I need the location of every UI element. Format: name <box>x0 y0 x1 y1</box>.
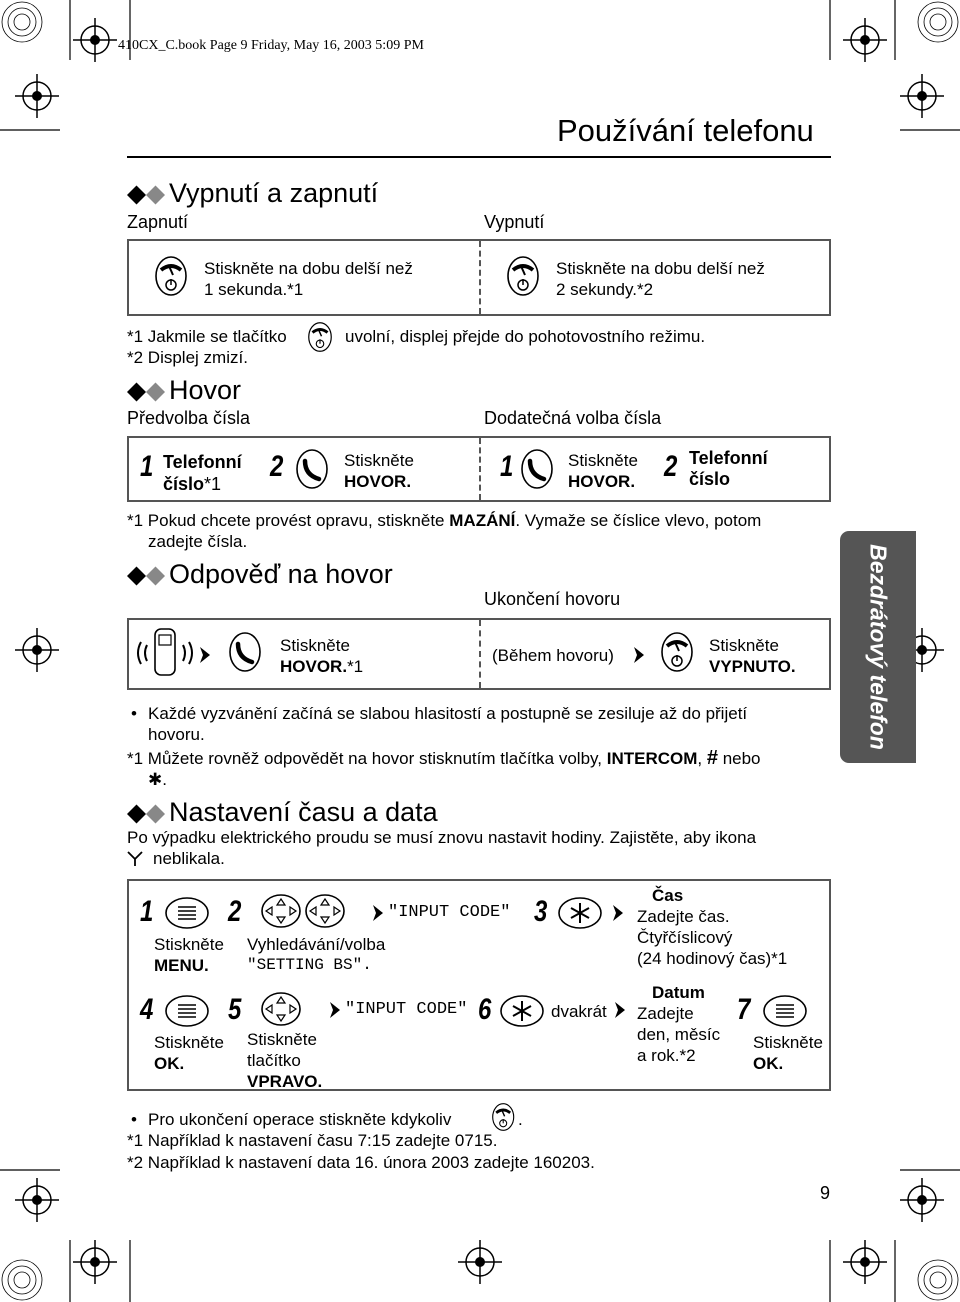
footnote-1: *1 Například k nastavení času 7:15 zadejte 0715. <box>127 1131 498 1150</box>
step-number: 2 <box>270 450 284 483</box>
arrow-icon <box>613 905 625 923</box>
press-ok-text: Stiskněte OK. <box>753 1033 823 1073</box>
time-heading: Čas <box>652 886 684 905</box>
print-header: 410CX_C.book Page 9 Friday, May 16, 2003 5:09 PM <box>118 38 424 53</box>
date-instructions: Zadejte den, měsíc a rok.*2 <box>637 1004 721 1065</box>
press-right-text: Stiskněte tlačítko VPRAVO. <box>247 1030 323 1091</box>
step-number: 2 <box>664 450 678 483</box>
step-phone-number: Telefonní číslo*1 <box>163 452 242 494</box>
arrow-icon <box>373 905 385 923</box>
ok-button-icon <box>763 995 809 1029</box>
step-number: 7 <box>737 993 751 1026</box>
diamond-bullet-icon <box>127 804 165 824</box>
call-note: *1 Pokud chcete provést opravu, stiskněte MAZÁNÍ. Vymaže se číslice vlevo, potom <box>127 511 762 530</box>
power-note-2: *2 Displej zmizí. <box>127 348 248 367</box>
press-talk-text: Stiskněte HOVOR.*1 <box>280 636 364 676</box>
bullet-dot: • <box>131 704 137 723</box>
power-button-icon <box>155 256 189 298</box>
section-answer-title: Odpověď na hovor <box>127 559 393 590</box>
call-divider <box>479 438 481 500</box>
power-off-text: Stiskněte na dobu delší než 2 sekundy.*2 <box>556 259 765 299</box>
time-intro: Po výpadku elektrického proudu se musí znovu nastavit hodiny. Zajistěte, aby ikona <box>127 828 757 847</box>
section-time-title: Nastavení času a data <box>127 797 438 828</box>
ok-button-icon <box>165 995 211 1029</box>
navigator-key-icon <box>261 992 301 1028</box>
arrow-icon <box>634 647 646 665</box>
diamond-bullet-icon <box>127 185 165 205</box>
step-number: 4 <box>140 993 154 1026</box>
diamond-bullet-icon <box>127 382 165 402</box>
power-divider <box>479 241 481 314</box>
side-tab-label: Bezdrátový telefon <box>865 544 892 750</box>
section-power-title: Vypnutí a zapnutí <box>127 178 378 209</box>
input-code-text: "INPUT CODE" <box>388 903 511 922</box>
arrow-icon <box>330 1002 342 1020</box>
time-intro-cont: neblikala. <box>153 849 225 868</box>
antenna-icon <box>127 850 143 866</box>
step-number: 3 <box>534 895 548 928</box>
step-phone-number: Telefonní číslo <box>689 448 768 489</box>
press-ok-text: Stiskněte OK. <box>154 1033 224 1073</box>
side-tab <box>840 531 916 763</box>
pre-dial-label: Předvolba čísla <box>127 408 251 428</box>
talk-button-icon <box>229 632 263 674</box>
step-number: 1 <box>140 895 154 928</box>
navigator-key-icon <box>305 894 345 930</box>
end-call-label: Ukončení hovoru <box>484 589 621 609</box>
power-button-icon <box>308 322 334 354</box>
section-call-title: Hovor <box>127 375 241 406</box>
press-menu-text: Stiskněte MENU. <box>154 935 224 975</box>
star-key-icon: ✱ <box>148 770 163 789</box>
menu-button-icon <box>165 897 211 931</box>
call-note-cont: zadejte čísla. <box>148 532 248 551</box>
diamond-bullet-icon <box>127 566 165 586</box>
search-select-text: Vyhledávání/volba "SETTING BS". <box>247 935 386 974</box>
bullet-dot: • <box>131 1110 137 1129</box>
twice-text: dvakrát <box>551 1002 607 1021</box>
power-button-icon <box>492 1103 516 1132</box>
hash-key-icon: # <box>706 747 718 769</box>
power-on-text: Stiskněte na dobu delší než 1 sekunda.*1 <box>204 259 413 299</box>
star-button-icon <box>558 897 604 931</box>
step-number: 5 <box>228 993 242 1026</box>
post-dial-label: Dodatečná volba čísla <box>484 408 662 428</box>
during-call-text: (Během hovoru) <box>492 646 614 665</box>
talk-button-icon <box>296 449 330 491</box>
answer-note-cont: ✱. <box>148 770 167 789</box>
press-off-text: Stiskněte VYPNUTO. <box>709 636 796 676</box>
step-number: 1 <box>500 450 514 483</box>
end-operation-bullet: Pro ukončení operace stiskněte kdykoliv <box>148 1110 452 1129</box>
page-title: Používání telefonu <box>557 113 814 148</box>
press-talk-text: Stiskněte HOVOR. <box>344 451 414 491</box>
footnote-2: *2 Například k nastavení data 16. února 2003 zadejte 160203. <box>127 1153 595 1172</box>
step-number: 2 <box>228 895 242 928</box>
answer-bullet: Každé vyzvánění začíná se slabou hlasitostí a postupně se zesiluje až do přijetí hovoru. <box>148 704 748 744</box>
talk-button-icon <box>521 449 555 491</box>
answer-note: *1 Můžete rovněž odpovědět na hovor stisknutím tlačítka volby, INTERCOM, # nebo <box>127 747 761 769</box>
answer-divider <box>479 620 481 688</box>
step-number: 6 <box>478 993 492 1026</box>
date-heading: Datum <box>652 983 705 1002</box>
title-rule <box>127 156 831 158</box>
power-note-1b: uvolní, displej přejde do pohotovostního režimu. <box>345 327 706 346</box>
star-button-icon <box>500 995 546 1029</box>
input-code-text: "INPUT CODE" <box>345 1000 468 1019</box>
power-note-1a: *1 Jakmile se tlačítko <box>127 327 287 346</box>
power-off-label: Vypnutí <box>484 212 545 232</box>
power-button-icon <box>661 632 695 674</box>
arrow-icon <box>615 1002 627 1020</box>
ringing-handset-icon <box>137 627 197 677</box>
time-instructions: Zadejte čas. Čtyřčíslicový (24 hodinový čas)*1 <box>637 907 788 968</box>
step-number: 1 <box>140 450 154 483</box>
power-on-label: Zapnutí <box>127 212 189 232</box>
power-button-icon <box>507 256 541 298</box>
navigator-key-icon <box>261 894 301 930</box>
page-number: 9 <box>820 1183 831 1203</box>
arrow-icon <box>200 647 212 665</box>
press-talk-text: Stiskněte HOVOR. <box>568 451 638 491</box>
end-operation-period: . <box>518 1110 523 1129</box>
